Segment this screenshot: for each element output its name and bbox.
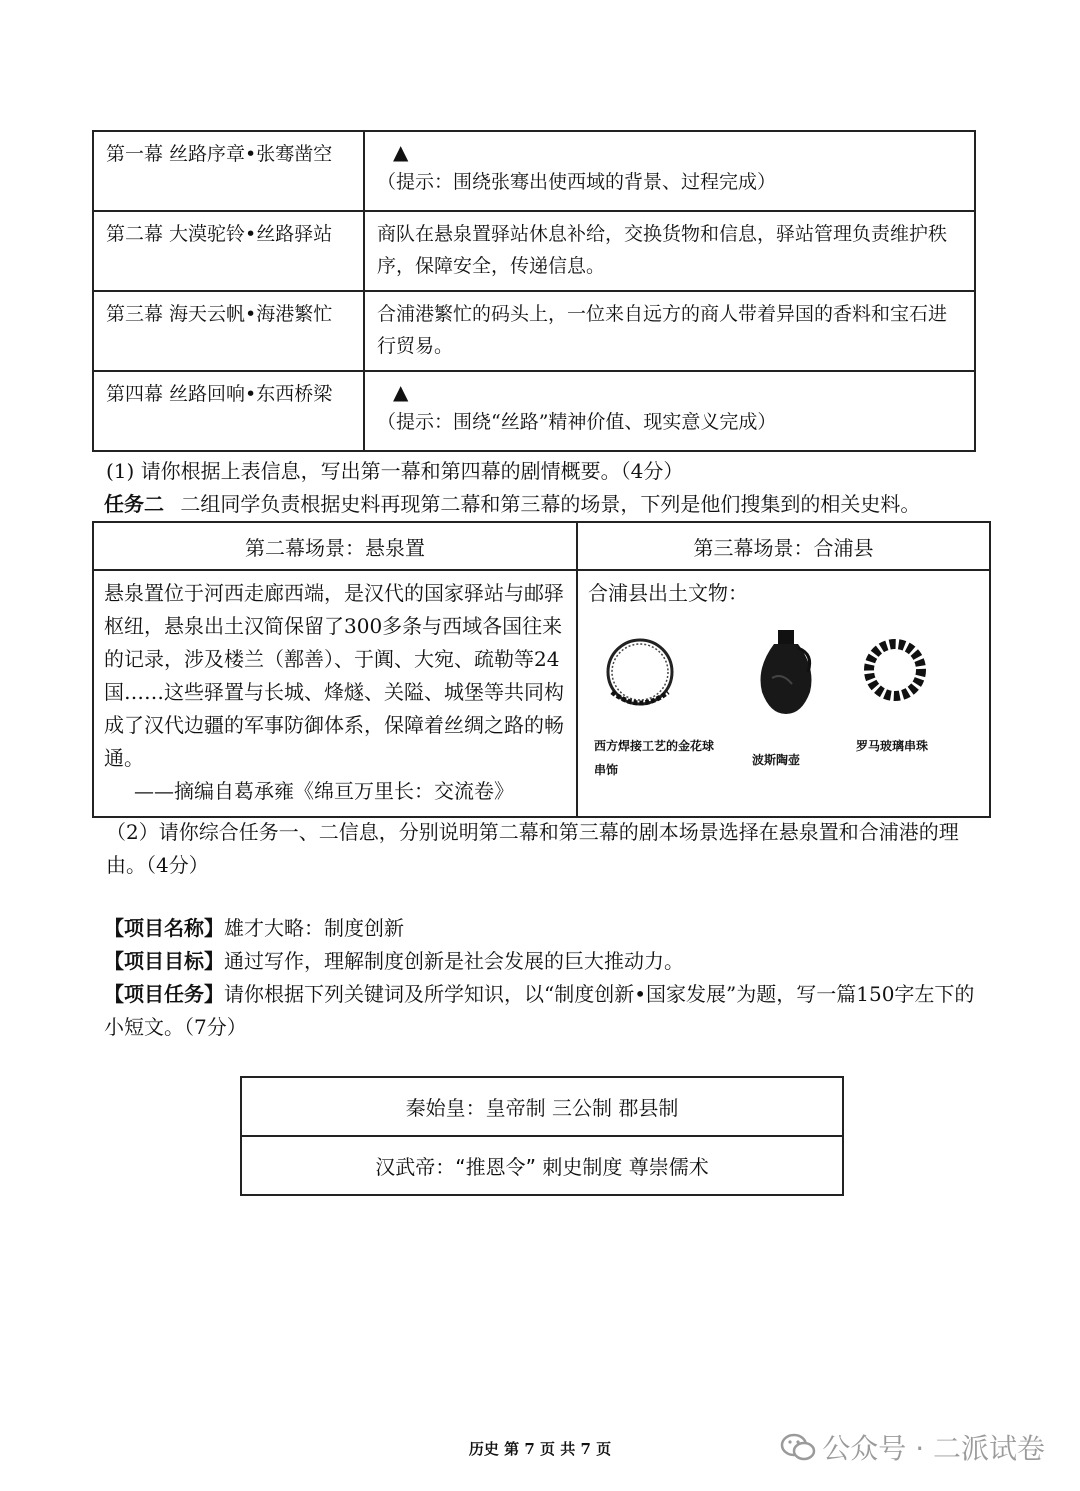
keywords-qin: 秦始皇：皇帝制 三公制 郡县制 xyxy=(241,1077,843,1136)
project-section xyxy=(104,912,984,1044)
scene-2-header: 第二幕场景：悬泉置 xyxy=(93,522,577,570)
acts-table xyxy=(92,130,976,452)
act-content: 合浦港繁忙的码头上，一位来自远方的商人带着异国的香料和宝石进行贸易。 xyxy=(364,291,975,371)
act-content: 商队在悬泉置驿站休息补给，交换货物和信息，驿站管理负责维护秩序，保障安全，传递信息。 xyxy=(364,211,975,291)
task-2-text: 二组同学负责根据史料再现第二幕和第三幕的场景，下列是他们搜集到的相关史料。 xyxy=(180,492,921,516)
question-1: (1) 请你根据上表信息，写出第一幕和第四幕的剧情概要。（4分） xyxy=(106,459,684,483)
question-2: （2）请你综合任务一、二信息，分别说明第二幕和第三幕的剧本场景选择在悬泉置和合浦港的理由。（4分） xyxy=(106,820,959,877)
project-name: 雄才大略：制度创新 xyxy=(224,916,404,940)
triangle-marker: ▲ xyxy=(393,140,409,164)
artifact-caption: 罗马玻璃串珠 xyxy=(856,739,929,753)
triangle-marker: ▲ xyxy=(393,380,409,404)
act-content xyxy=(364,131,975,211)
artifact-caption: 西方焊接工艺的金花球串饰 xyxy=(594,739,715,777)
scene-3-intro: 合浦县出土文物： xyxy=(588,581,748,605)
act-title: 第一幕 丝路序章•张骞凿空 xyxy=(93,131,364,211)
project-name-line xyxy=(104,912,984,945)
act-hint: （提示：围绕张骞出使西域的背景、过程完成） xyxy=(377,171,777,193)
project-task-label: 【项目任务】 xyxy=(104,982,224,1006)
watermark xyxy=(780,1427,1045,1467)
scenes-table xyxy=(92,521,991,818)
scene-3-content xyxy=(577,570,990,817)
persian-pottery-jar-image xyxy=(754,628,818,718)
scene-2-source xyxy=(93,570,577,817)
task-2-label: 任务二 xyxy=(104,492,164,516)
artifact-caption: 波斯陶壶 xyxy=(752,753,801,767)
task-2 xyxy=(104,488,1004,520)
watermark-text: 公众号 · 二派试卷 xyxy=(822,1432,1045,1465)
roman-glass-beads-image xyxy=(860,632,930,710)
wechat-icon xyxy=(780,1432,816,1462)
table-row xyxy=(93,291,975,371)
act-hint: （提示：围绕“丝路”精神价值、现实意义完成） xyxy=(377,411,777,433)
keywords-han: 汉武帝：“推恩令” 刺史制度 尊崇儒术 xyxy=(241,1136,843,1195)
table-row xyxy=(93,371,975,451)
table-row xyxy=(93,211,975,291)
artifacts-area xyxy=(588,610,979,810)
project-goal: 通过写作，理解制度创新是社会发展的巨大推动力。 xyxy=(224,949,684,973)
project-task-line xyxy=(104,978,984,1044)
scene-3-header: 第三幕场景：合浦县 xyxy=(577,522,990,570)
keywords-table xyxy=(240,1076,844,1196)
project-goal-label: 【项目目标】 xyxy=(104,949,224,973)
act-content xyxy=(364,371,975,451)
table-row xyxy=(93,131,975,211)
project-goal-line xyxy=(104,945,984,978)
act-title: 第二幕 大漠驼铃•丝路驿站 xyxy=(93,211,364,291)
scene-2-body: 悬泉置位于河西走廊西端，是汉代的国家驿站与邮驿枢纽，悬泉出土汉简保留了300多条与西域各国往来的记录，涉及楼兰（鄯善）、于阗、大宛、疏勒等24国……这些驿置与长城、烽燧、关隘、城堡等共同构成了汉代边疆的军事防御体系，保障着丝绸之路的畅通。 xyxy=(104,581,564,770)
scene-2-citation: ——摘编自葛承雍《绵亘万里长：交流卷》 xyxy=(134,779,514,803)
project-task: 请你根据下列关键词及所学知识，以“制度创新•国家发展”为题，写一篇150字左下的小短文。（7分） xyxy=(104,982,975,1039)
act-title: 第四幕 丝路回响•东西桥梁 xyxy=(93,371,364,451)
act-title: 第三幕 海天云帆•海港繁忙 xyxy=(93,291,364,371)
page-footer: 历史 第 7 页 共 7 页 xyxy=(468,1440,612,1458)
project-name-label: 【项目名称】 xyxy=(104,916,224,940)
gold-bead-necklace-image xyxy=(600,634,680,714)
